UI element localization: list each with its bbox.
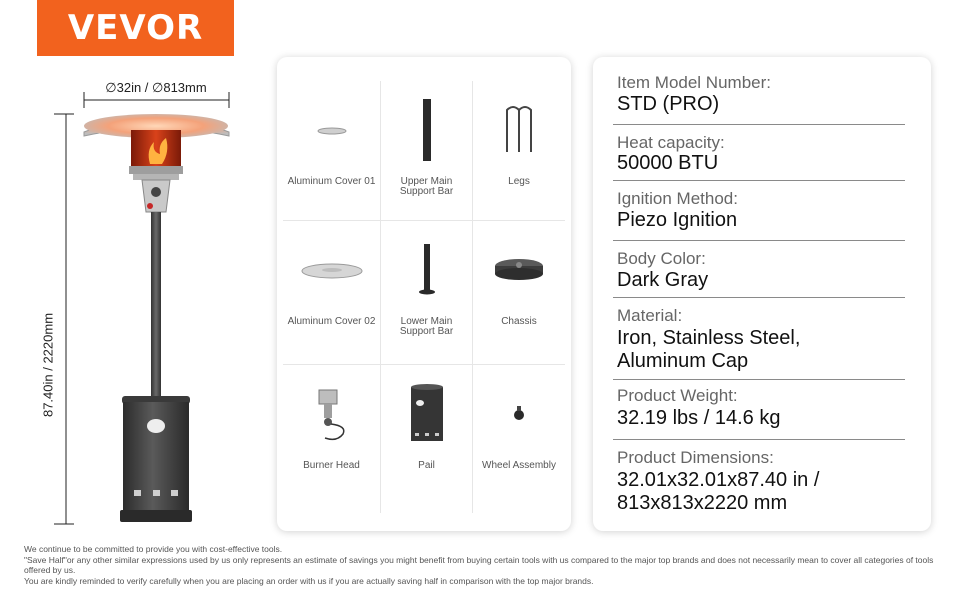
part-wheel-assembly: [473, 365, 565, 513]
wheel-assembly-icon: [507, 402, 531, 426]
patio-heater-image: [0, 60, 270, 540]
spec-heat-capacity: [613, 125, 905, 181]
aluminum-cover-01-icon: [312, 123, 352, 137]
part-label: Aluminum Cover 02: [287, 316, 376, 327]
part-label: Burner Head: [303, 460, 360, 471]
spec-value-line2: Aluminum Cap: [617, 350, 749, 372]
legs-icon: [499, 100, 539, 160]
spec-product-dimensions: [613, 440, 905, 525]
spec-key: Heat capacity:: [617, 133, 725, 152]
spec-value: Piezo Ignition: [617, 209, 738, 231]
vevor-logo: VEVOR: [37, 0, 234, 56]
part-label: Legs: [508, 176, 530, 187]
spec-card: [593, 57, 931, 531]
spec-value: 50000 BTU: [617, 152, 719, 174]
spec-ignition-method: [613, 181, 905, 241]
spec-material: [613, 298, 905, 380]
part-upper-main-support-bar: [381, 81, 473, 221]
lower-main-support-bar-icon: [415, 240, 439, 300]
part-legs: [473, 81, 565, 221]
disclaimer-line: We continue to be committed to provide you with cost-effective tools.: [24, 544, 283, 554]
product-figure: [0, 60, 270, 540]
spec-value: 32.01x32.01x87.40 in /: [617, 469, 820, 491]
part-aluminum-cover-02: [283, 221, 381, 365]
spec-key: Product Dimensions:: [617, 448, 774, 467]
spec-value: STD (PRO): [617, 93, 720, 115]
spec-key: Product Weight:: [617, 386, 738, 405]
part-label: Chassis: [501, 316, 537, 327]
height-dimension-label: 87.40in / 2220mm: [40, 312, 56, 418]
parts-card: [277, 57, 571, 531]
disclaimer: [24, 544, 960, 586]
pail-icon: [405, 381, 449, 447]
burner-head-icon: [307, 382, 357, 446]
spec-key: Ignition Method:: [617, 189, 738, 208]
disclaimer-line: "Save Half"or any other similar expressions used by us only represents an estimate of savings you might benefit from buying certain tools with us compared to the major top brands and does not necessarily mean to cover all categories of tools offered by us.: [24, 554, 934, 575]
spec-value-line2: 813x813x2220 mm: [617, 492, 788, 514]
aluminum-cover-02-icon: [297, 255, 367, 285]
part-pail: [381, 365, 473, 513]
width-dimension-label: ∅32in / ∅813mm: [105, 80, 207, 95]
chassis-icon: [489, 250, 549, 290]
part-label: Aluminum Cover 01: [287, 176, 376, 187]
spec-key: Item Model Number:: [617, 73, 771, 92]
part-aluminum-cover-01: [283, 81, 381, 221]
spec-product-weight: [613, 380, 905, 440]
part-label: Wheel Assembly: [482, 460, 556, 471]
part-burner-head: [283, 365, 381, 513]
upper-main-support-bar-icon: [417, 95, 437, 165]
spec-body-color: [613, 241, 905, 298]
part-label: Upper Main Support Bar: [399, 176, 454, 197]
disclaimer-line: You are kindly reminded to verify carefully when you are placing an order with us if you are actually saving half in comparison with the top major brands.: [24, 575, 594, 586]
part-label: Pail: [418, 460, 435, 471]
spec-model-number: [613, 67, 905, 125]
parts-grid: [283, 81, 565, 513]
part-chassis: [473, 221, 565, 365]
part-lower-main-support-bar: [381, 221, 473, 365]
spec-value: Iron, Stainless Steel,: [617, 327, 801, 349]
spec-key: Body Color:: [617, 249, 706, 268]
spec-value: 32.19 lbs / 14.6 kg: [617, 407, 781, 429]
spec-key: Material:: [617, 306, 683, 325]
part-label: Lower Main Support Bar: [399, 316, 454, 337]
spec-value: Dark Gray: [617, 269, 709, 291]
